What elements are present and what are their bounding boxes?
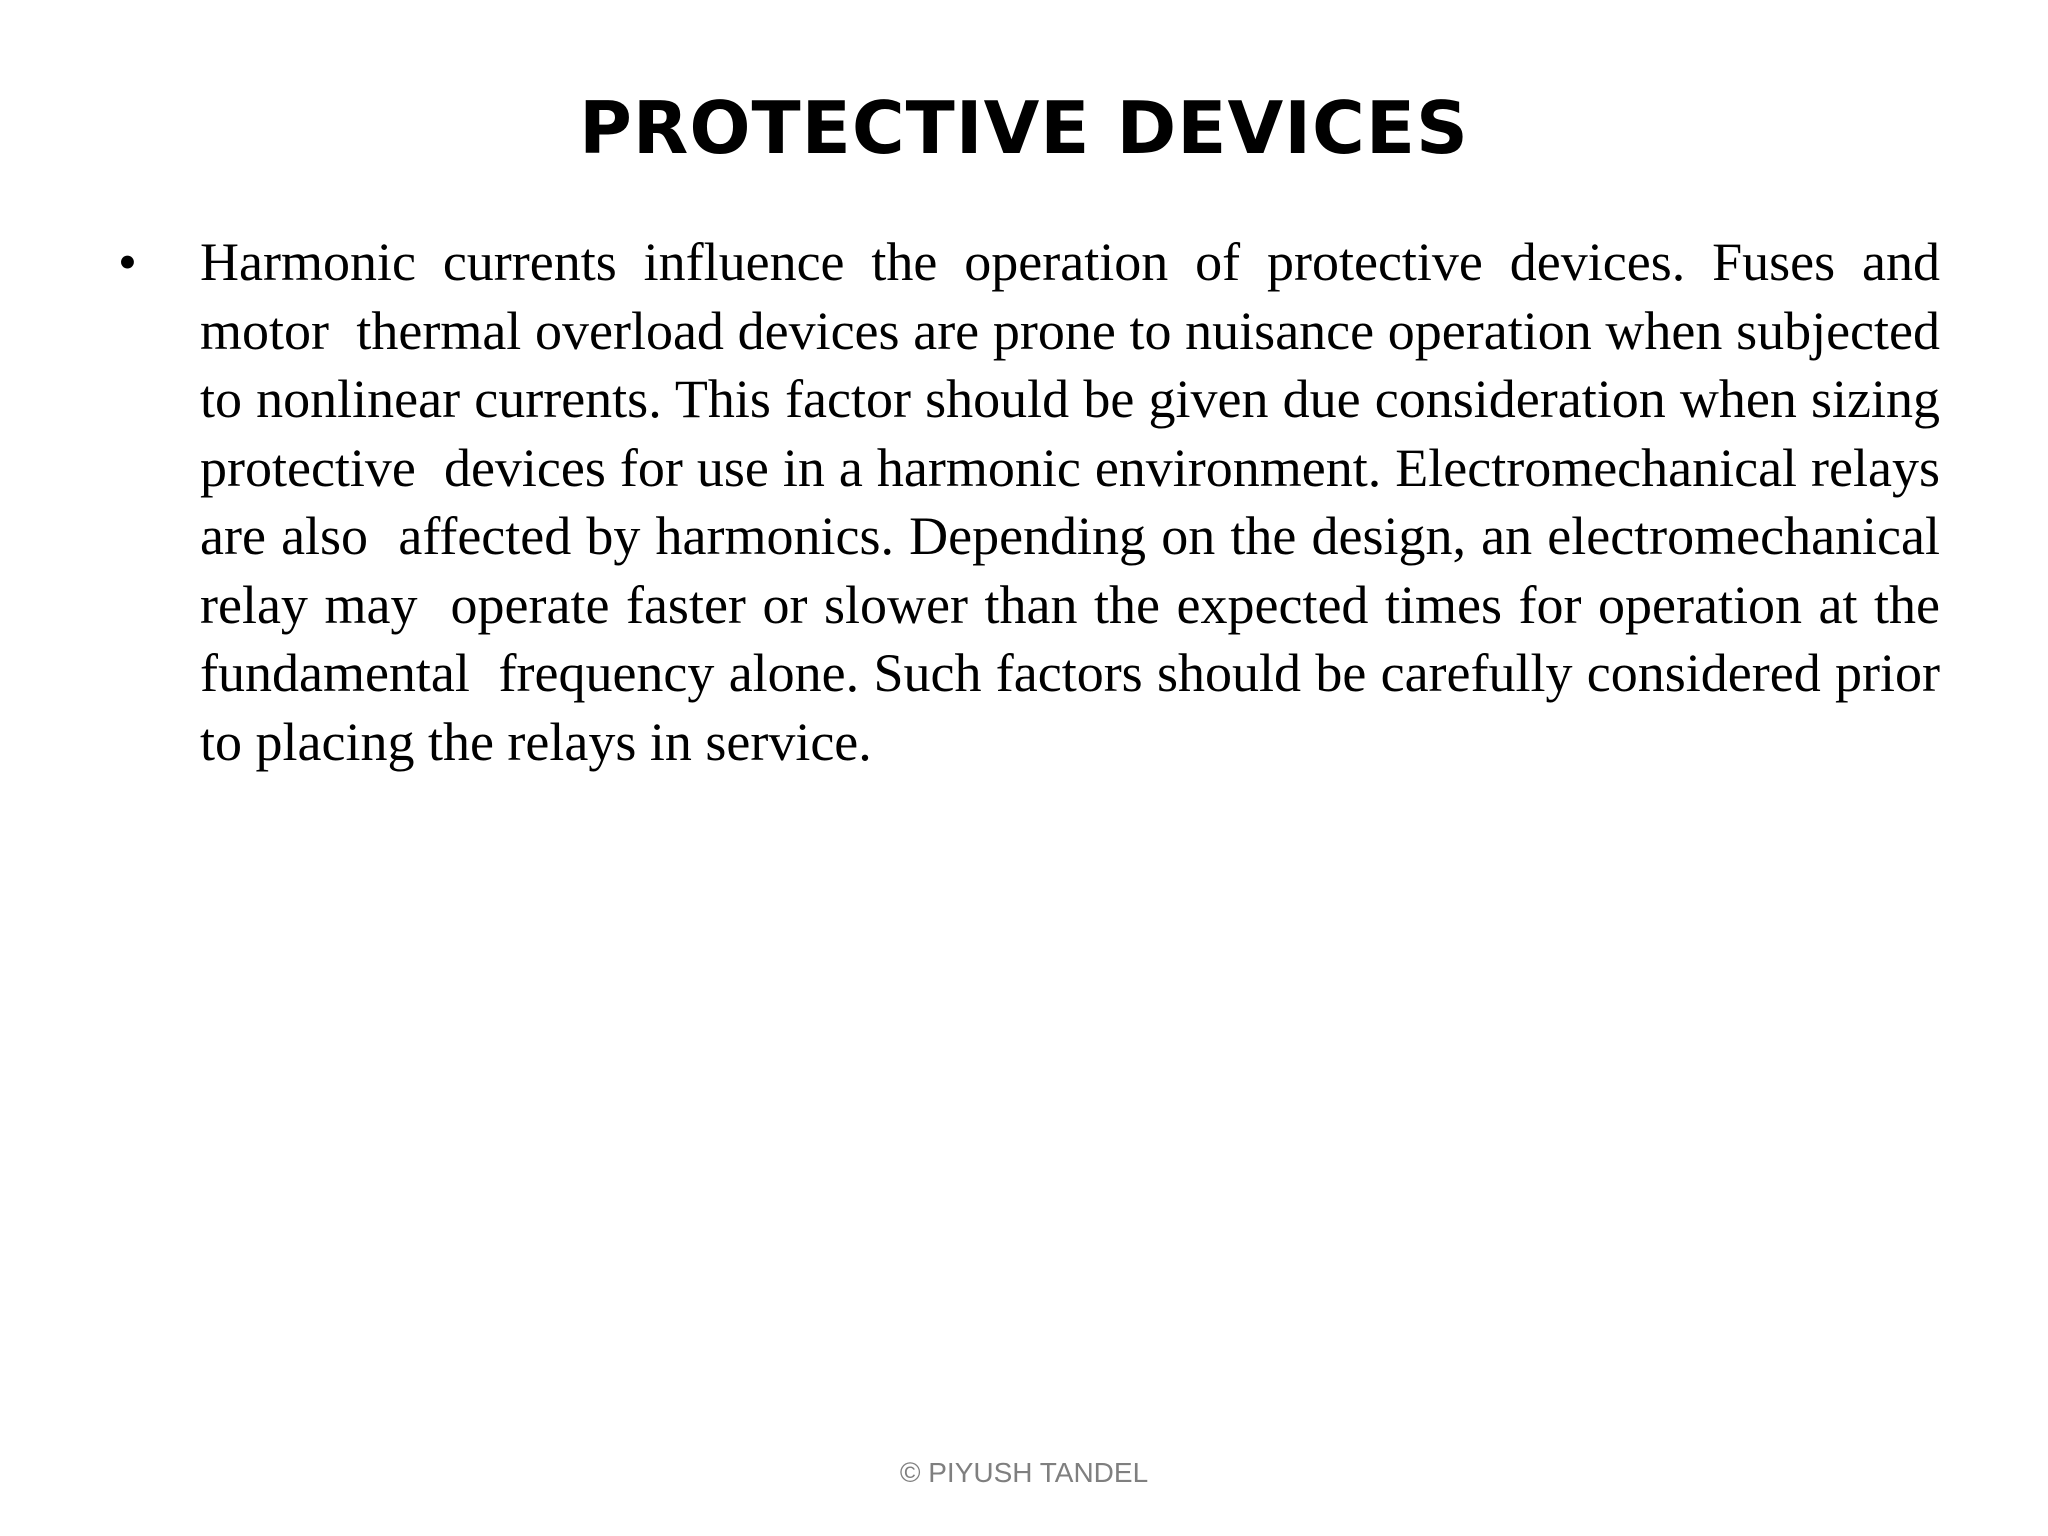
bullet-list [118,228,1954,776]
copyright-footer: © PIYUSH TANDEL [899,1457,1149,1488]
bullet-text: Harmonic currents influence the operation of protective devices. Fuses and motor thermal overload devices are prone to nuisance operation when subjected to nonlinear currents. This factor should be given due consideration when sizing protective devices for use in a harmonic environment. Electromechanical relays are also affected by harmonics. Depending on the design, an electromechanical relay may operate faster or slower than the expected times for operation at the fundamental frequency alone. Such factors should be carefully considered prior to placing the relays in service. [200,232,1954,772]
bullet-marker: • [118,232,137,292]
slide-title: PROTECTIVE DEVICES [579,86,1469,170]
bullet-item [118,228,1954,776]
